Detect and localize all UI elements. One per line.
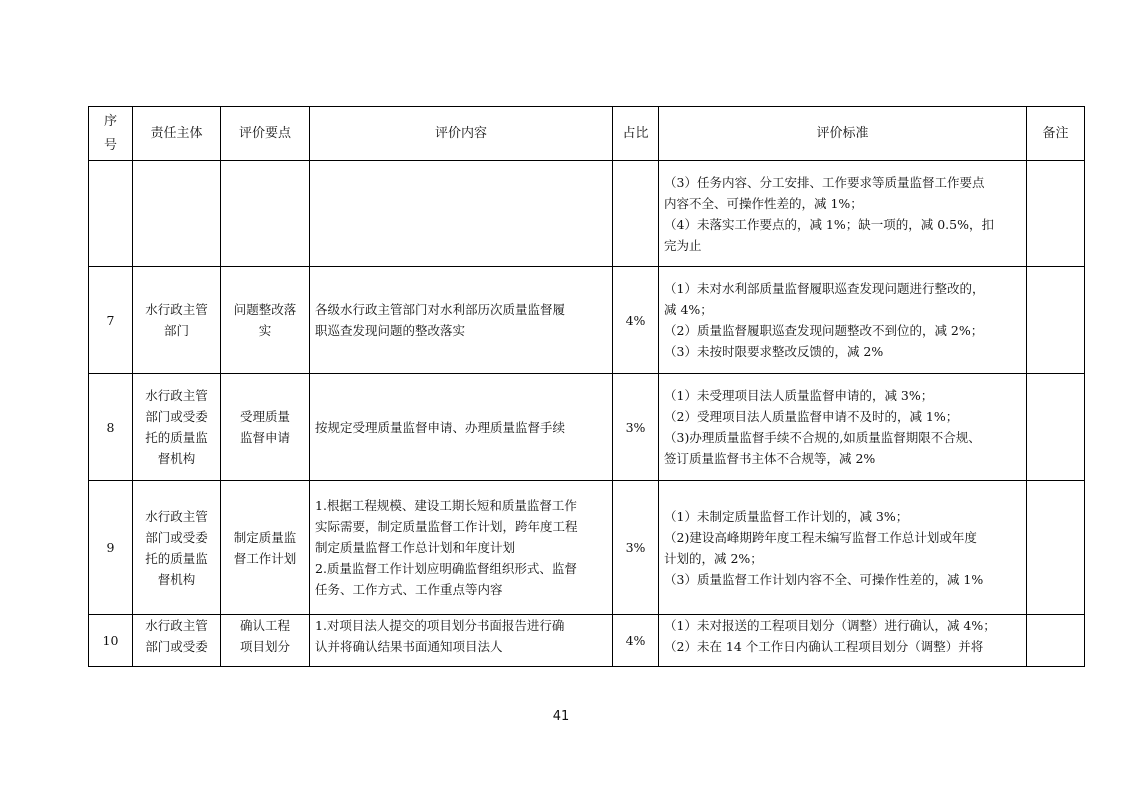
table-row <box>89 481 1085 615</box>
key-point-line: 确认工程 <box>239 618 290 633</box>
standard-line: （4）未落实工作要点的，减 1%；缺一项的，减 0.5%，扣 <box>664 216 994 232</box>
content-line: 各级水行政主管部门对水利部历次质量监督履 <box>315 302 566 317</box>
standard-line: 计划的，减 2%； <box>664 550 763 566</box>
table-row <box>89 161 1085 267</box>
header-content: 评价内容 <box>310 107 613 161</box>
subject-line: 部门 <box>163 323 189 338</box>
cell-subject <box>133 481 221 615</box>
cell-ratio: 4% <box>613 615 659 667</box>
header-standard: 评价标准 <box>659 107 1027 161</box>
standard-line: 内容不全、可操作性差的，减 1%； <box>664 195 863 211</box>
cell-key-point <box>221 615 310 667</box>
content-line: 2.质量监督工作计划应明确监督组织形式、监督 <box>315 561 577 576</box>
cell-content <box>310 374 613 481</box>
cell-content <box>310 267 613 374</box>
standard-line: （2)建设高峰期跨年度工程未编写监督工作总计划或年度 <box>664 529 977 545</box>
header-key-point: 评价要点 <box>221 107 310 161</box>
cell-subject <box>133 374 221 481</box>
cell-ratio <box>613 161 659 267</box>
evaluation-table <box>88 106 1085 667</box>
content-line: 实际需要，制定质量监督工作计划，跨年度工程 <box>315 519 578 534</box>
standard-line: （3）未按时限要求整改反馈的，减 2% <box>664 344 884 359</box>
cell-remark <box>1027 161 1085 267</box>
cell-content <box>310 161 613 267</box>
cell-standard <box>659 161 1027 267</box>
cell-content <box>310 481 613 615</box>
table-row <box>89 267 1085 374</box>
standard-line: 签订质量监督书主体不合规等，减 2% <box>664 451 876 466</box>
key-point-line: 实 <box>258 323 272 338</box>
cell-ratio: 4% <box>613 267 659 374</box>
content-line: 任务、工作方式、工作重点等内容 <box>315 582 503 597</box>
cell-standard <box>659 374 1027 481</box>
content-line: 按规定受理质量监督申请、办理质量监督手续 <box>315 419 566 435</box>
cell-key-point <box>221 267 310 374</box>
header-seq-line1: 序 <box>103 113 117 129</box>
table-row <box>89 374 1085 481</box>
cell-seq: 8 <box>89 374 133 481</box>
subject-line: 督机构 <box>157 451 196 466</box>
cell-subject <box>133 267 221 374</box>
cell-remark <box>1027 267 1085 374</box>
content-line: 认并将确认结果书面通知项目法人 <box>315 639 503 654</box>
content-line: 制定质量监督工作总计划和年度计划 <box>315 540 516 555</box>
cell-subject <box>133 161 221 267</box>
header-remark: 备注 <box>1027 107 1085 161</box>
standard-line: （3)办理质量监督手续不合规的,如质量监督期限不合规、 <box>664 430 981 445</box>
subject-line: 托的质量监 <box>145 430 208 445</box>
key-point-line: 项目划分 <box>239 639 290 654</box>
standard-line: （3）任务内容、分工安排、工作要求等质量监督工作要点 <box>664 174 985 190</box>
cell-ratio: 3% <box>613 374 659 481</box>
cell-remark <box>1027 374 1085 481</box>
key-point-line: 受理质量 <box>239 409 290 424</box>
cell-standard <box>659 267 1027 374</box>
table-row <box>89 615 1085 667</box>
key-point-line: 制定质量监 <box>233 529 297 545</box>
key-point-line: 监督申请 <box>239 430 290 445</box>
standard-line: 完为止 <box>664 237 702 253</box>
subject-line: 水行政主管 <box>145 388 208 403</box>
header-subject: 责任主体 <box>133 107 221 161</box>
standard-line: （2）未在 14 个工作日内确认工程项目划分（调整）并将 <box>664 639 984 654</box>
subject-line: 水行政主管 <box>145 302 208 317</box>
cell-ratio: 3% <box>613 481 659 615</box>
header-ratio: 占比 <box>613 107 659 161</box>
standard-line: （2）质量监督履职巡查发现问题整改不到位的，减 2%； <box>664 323 984 338</box>
cell-subject <box>133 615 221 667</box>
cell-seq: 7 <box>89 267 133 374</box>
key-point-line: 问题整改落 <box>233 302 297 317</box>
table-header-row <box>89 107 1085 161</box>
standard-line: 减 4%； <box>664 302 713 317</box>
subject-line: 部门或受委 <box>145 639 208 654</box>
content-line: 1.根据工程规模、建设工期长短和质量监督工作 <box>315 498 577 513</box>
cell-key-point <box>221 374 310 481</box>
standard-line: （2）受理项目法人质量监督申请不及时的，减 1%； <box>664 409 959 424</box>
standard-line: （1）未对水利部质量监督履职巡查发现问题进行整改的， <box>664 281 985 296</box>
content-line: 职巡查发现问题的整改落实 <box>315 323 466 338</box>
cell-seq <box>89 161 133 267</box>
subject-line: 水行政主管 <box>145 508 208 524</box>
cell-standard <box>659 615 1027 667</box>
standard-line: （1）未制定质量监督工作计划的，减 3%； <box>664 508 909 524</box>
subject-line: 督机构 <box>157 571 196 587</box>
subject-line: 水行政主管 <box>145 618 208 633</box>
subject-line: 托的质量监 <box>145 550 208 566</box>
standard-line: （3）质量监督工作计划内容不全、可操作性差的，减 1% <box>664 571 984 587</box>
standard-line: （1）未受理项目法人质量监督申请的，减 3%； <box>664 388 934 403</box>
header-seq <box>89 107 133 161</box>
subject-line: 部门或受委 <box>145 409 208 424</box>
header-seq-line2: 号 <box>103 137 117 153</box>
standard-line: （1）未对报送的工程项目划分（调整）进行确认，减 4%； <box>664 618 996 633</box>
cell-remark <box>1027 481 1085 615</box>
page-number: 41 <box>552 709 570 724</box>
cell-seq: 9 <box>89 481 133 615</box>
content-line: 1.对项目法人提交的项目划分书面报告进行确 <box>315 618 565 633</box>
subject-line: 部门或受委 <box>145 529 208 545</box>
cell-remark <box>1027 615 1085 667</box>
cell-key-point <box>221 481 310 615</box>
key-point-line: 督工作计划 <box>233 550 297 566</box>
cell-standard <box>659 481 1027 615</box>
cell-key-point <box>221 161 310 267</box>
cell-content <box>310 615 613 667</box>
cell-seq: 10 <box>89 615 133 667</box>
